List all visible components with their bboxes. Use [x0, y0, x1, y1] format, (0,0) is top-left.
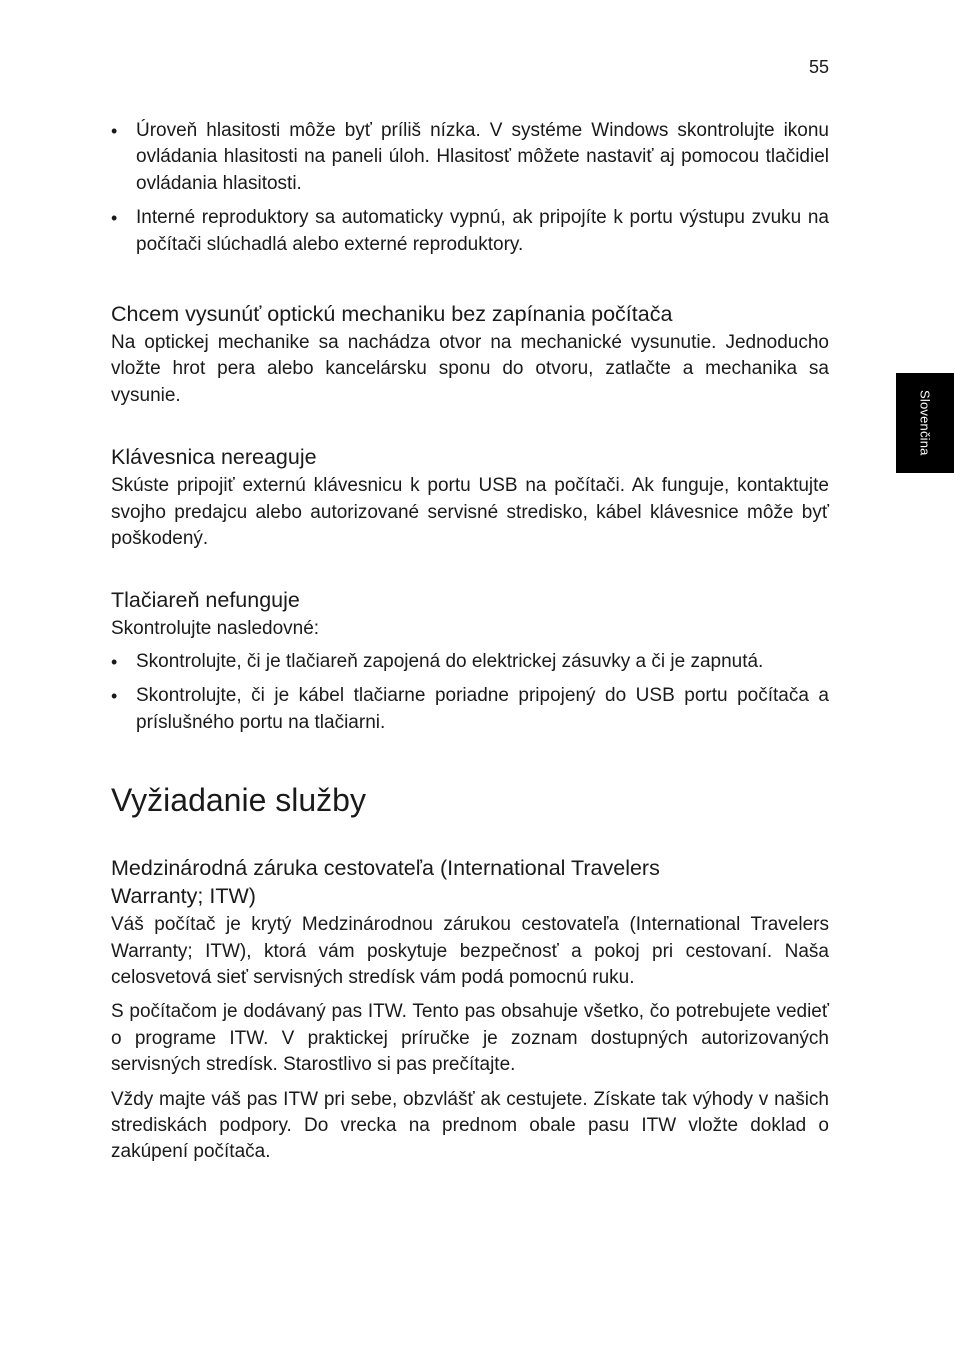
section-intro: Skontrolujte nasledovné: [111, 618, 320, 640]
section-keyboard [111, 443, 829, 552]
section-body: Skúste pripojiť externú klávesnicu k portu USB na počítači. Ak funguje, kontaktujte svojho predajcu alebo autorizované servisné stredisko, kábel klávesnice môže byť poškodený. [111, 475, 829, 550]
section-printer [111, 586, 829, 736]
heading-line: Warranty; ITW) [111, 884, 256, 909]
section-itw [111, 854, 829, 1166]
language-label: Slovenčina [917, 390, 933, 456]
section-optical-drive [111, 300, 829, 409]
section-body: Na optickej mechanike sa nachádza otvor na mechanické vysunutie. Jednoducho vložte hrot pera alebo kancelársku sponu do otvoru, zatlačte a mechanika sa vysunie. [111, 332, 829, 406]
section-heading: Chcem vysunúť optickú mechaniku bez zapínania počítača [111, 302, 673, 327]
page-content [111, 118, 829, 1166]
list-item: • Skontrolujte, či je kábel tlačiarne poriadne pripojený do USB portu počítača a príslušného portu na tlačiarni. [111, 683, 829, 736]
paragraph: Váš počítač je krytý Medzinárodnou zárukou cestovateľa (International Travelers Warranty; ITW), ktorá vám poskytuje bezpečnosť a pokoj pri cestovaní. Naša celosvetová sieť servisných stredísk vám podá pomocnú ruku. [111, 914, 829, 988]
page-number: 55 [808, 57, 829, 77]
language-side-tab [896, 373, 954, 473]
list-item: • Úroveň hlasitosti môže byť príliš nízka. V systéme Windows skontrolujte ikonu ovládania hlasitosti na paneli úloh. Hlasitosť môžete nastaviť aj pomocou tlačidiel ovládania hlasitosti. [111, 118, 829, 197]
chapter-title: Vyžiadanie služby [111, 782, 366, 819]
list-item: • Skontrolujte, či je tlačiareň zapojená do elektrickej zásuvky a či je zapnutá. [111, 649, 829, 675]
paragraph: Vždy majte váš pas ITW pri sebe, obzvlášť ak cestujete. Získate tak výhody v našich strediskách podpory. Do vrecka na prednom obale pasu ITW vložte doklad o zakúpení počítača. [111, 1088, 829, 1163]
section-heading: Tlačiareň nefunguje [111, 588, 300, 613]
section-heading: Klávesnica nereaguje [111, 445, 317, 470]
section-heading [111, 854, 829, 910]
list-item: • Interné reproduktory sa automaticky vypnú, ak pripojíte k portu výstupu zvuku na počítači slúchadlá alebo externé reproduktory. [111, 205, 829, 258]
audio-bullet-list [111, 118, 829, 258]
paragraph: S počítačom je dodávaný pas ITW. Tento pas obsahuje všetko, čo potrebujete vedieť o programe ITW. V praktickej príručke je zoznam dostupných autorizovaných servisných stredísk. Starostlivo si pas prečítajte. [111, 1001, 829, 1076]
heading-line: Medzinárodná záruka cestovateľa (International Travelers [111, 856, 660, 881]
printer-bullet-list [111, 649, 829, 736]
